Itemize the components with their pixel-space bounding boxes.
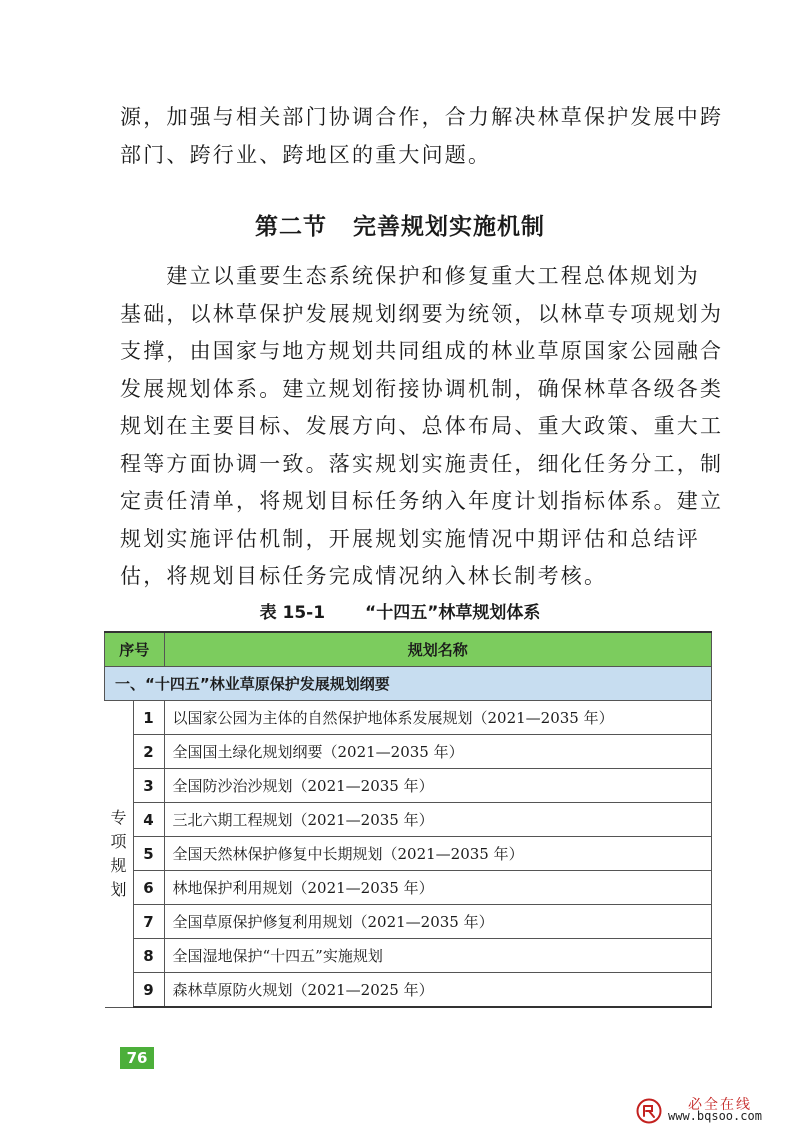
row-plan-name: 全国湿地保护“十四五”实施规划 [164,939,712,973]
row-number: 5 [133,837,164,871]
row-number: 9 [133,973,164,1008]
table-row [105,837,712,871]
watermark-logo-icon [636,1098,662,1124]
text-line: 部门、跨行业、跨地区的重大问题。 [120,142,492,167]
category-label: 一、“十四五”林业草原保护发展规划纲要 [105,667,712,701]
row-plan-name: 全国天然林保护修复中长期规划（2021—2035 年） [164,837,712,871]
group-label: 专 项 规 划 [105,701,134,1008]
row-number: 4 [133,803,164,837]
table-caption-number: 表 15-1 [259,603,326,623]
text-line: 基础，以林草保护发展规划纲要为统领，以林草专项规划为 [120,301,724,326]
table-row [105,905,712,939]
header-name: 规划名称 [164,632,712,667]
table-row [105,973,712,1008]
page-number: 76 [120,1047,154,1069]
table-row [105,803,712,837]
table-header-row [105,632,712,667]
paragraph-continued [120,99,724,174]
section-title: 完善规划实施机制 [353,214,545,240]
text-line: 支撑，由国家与地方规划共同组成的林业草原国家公园融合 [120,339,724,363]
row-plan-name: 以国家公园为主体的自然保护地体系发展规划（2021—2035 年） [164,701,712,735]
text-line: 程等方面协调一致。落实规划实施责任，细化任务分工，制 [120,451,724,476]
text-line: 定责任清单，将规划目标任务纳入年度计划指标体系。建立 [120,489,724,513]
plan-system-table [104,631,712,1008]
table-caption-title: “十四五”林草规划体系 [365,603,541,623]
table-row [105,735,712,769]
table-row [105,939,712,973]
text-line: 源，加强与相关部门协调合作，合力解决林草保护发展中跨 [120,105,724,129]
row-plan-name: 全国草原保护修复利用规划（2021—2035 年） [164,905,712,939]
row-number: 7 [133,905,164,939]
table-caption [0,598,800,623]
row-plan-name: 全国国土绿化规划纲要（2021—2035 年） [164,735,712,769]
table-row [105,701,712,735]
watermark-url: www.bqsoo.com [668,1109,762,1123]
section-heading [0,208,800,241]
watermark-name: 必全在线 [688,1097,752,1113]
category-row [105,667,712,701]
row-plan-name: 林地保护利用规划（2021—2035 年） [164,871,712,905]
row-plan-name: 全国防沙治沙规划（2021—2035 年） [164,769,712,803]
table-row [105,871,712,905]
text-line: 规划实施评估机制，开展规划实施情况中期评估和总结评 [120,526,700,551]
row-number: 3 [133,769,164,803]
row-plan-name: 三北六期工程规划（2021—2035 年） [164,803,712,837]
site-watermark[interactable] [636,1094,786,1126]
row-number: 8 [133,939,164,973]
section-number: 第二节 [255,214,327,240]
row-number: 2 [133,735,164,769]
text-line: 建立以重要生态系统保护和修复重大工程总体规划为 [120,264,700,288]
row-number: 6 [133,871,164,905]
text-line: 估，将规划目标任务完成情况纳入林长制考核。 [120,564,608,588]
row-number: 1 [133,701,164,735]
text-line: 规划在主要目标、发展方向、总体布局、重大政策、重大工 [120,414,724,438]
header-seq: 序号 [105,632,165,667]
row-plan-name: 森林草原防火规划（2021—2025 年） [164,973,712,1008]
paragraph-body [120,258,724,596]
table-row [105,769,712,803]
text-line: 发展规划体系。建立规划衔接协调机制，确保林草各级各类 [120,376,724,401]
